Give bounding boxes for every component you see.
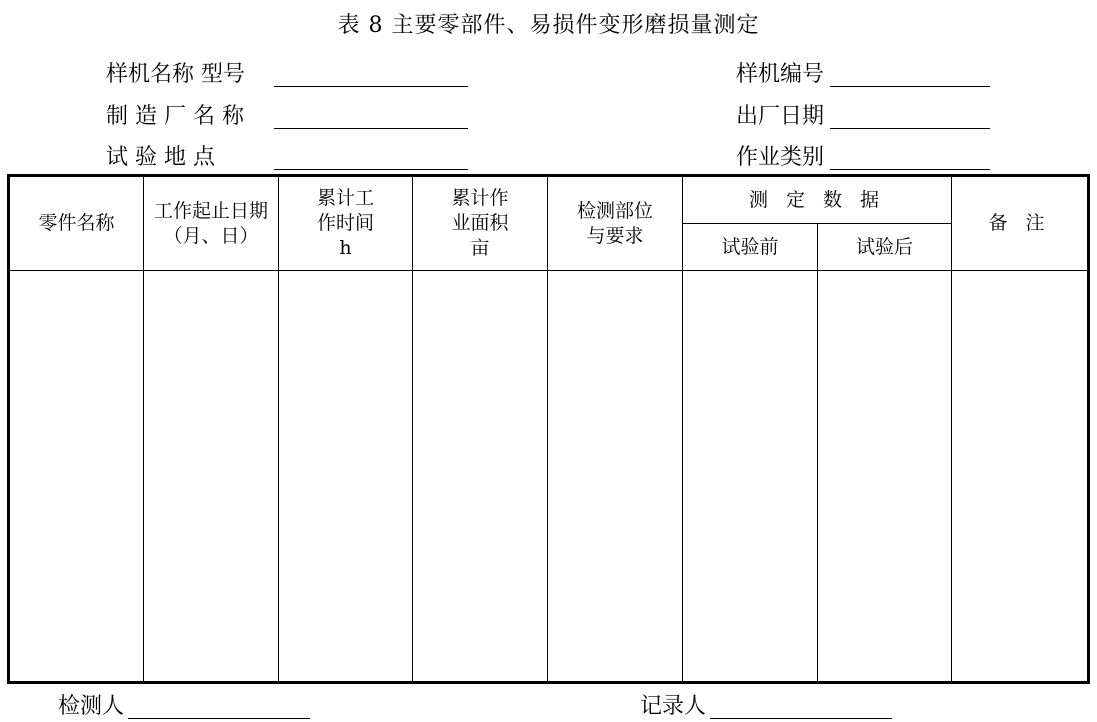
form-title: 表 8 主要零部件、易损件变形磨损量测定 [337, 13, 760, 38]
header-remark: 备 注 [952, 176, 1089, 271]
cell-remark[interactable] [952, 271, 1089, 683]
sample-name-model-blank[interactable] [274, 86, 468, 87]
cell-cumulative-area[interactable] [413, 271, 548, 683]
recorder-label: 记录人 [640, 694, 707, 719]
manufacturer-blank[interactable] [274, 128, 468, 129]
header-row-1 [9, 176, 1089, 224]
recorder-blank[interactable] [710, 718, 892, 719]
header-work-dates: 工作起止日期 （月、日） [144, 176, 279, 271]
operation-type-field [736, 143, 824, 173]
header-cumulative-time: 累计工 作时间 h [279, 176, 413, 271]
test-site-label: 试 验 地 点 [106, 145, 215, 170]
inspector-blank[interactable] [128, 718, 310, 719]
manufacturer-label: 制 造 厂 名 称 [106, 104, 244, 129]
sample-number-blank[interactable] [830, 86, 990, 87]
factory-date-blank[interactable] [830, 128, 990, 129]
header-measurement-data: 测 定 数 据 [683, 176, 952, 224]
operation-type-blank[interactable] [830, 169, 990, 170]
cell-inspection-location[interactable] [548, 271, 683, 683]
inspector-label: 检测人 [58, 694, 125, 719]
header-inspection-location: 检测部位 与要求 [548, 176, 683, 271]
header-after-test: 试验后 [818, 224, 952, 271]
test-site-field [106, 143, 215, 173]
operation-type-label: 作业类别 [736, 145, 825, 170]
measurement-table [7, 174, 1090, 684]
sample-number-label: 样机编号 [736, 62, 825, 87]
sample-number-field [736, 60, 824, 90]
factory-date-label: 出厂日期 [736, 104, 825, 129]
inspector-field [58, 692, 124, 722]
cell-part-name[interactable] [9, 271, 144, 683]
cell-before-test[interactable] [683, 271, 818, 683]
cell-work-dates[interactable] [144, 271, 279, 683]
factory-date-field [736, 102, 824, 132]
header-part-name: 零件名称 [9, 176, 144, 271]
header-before-test: 试验前 [683, 224, 818, 271]
test-site-blank[interactable] [274, 169, 468, 170]
cell-after-test[interactable] [818, 271, 952, 683]
recorder-field [640, 692, 706, 722]
header-cumulative-area: 累计作 业面积 亩 [413, 176, 548, 271]
cell-cumulative-time[interactable] [279, 271, 413, 683]
sample-name-model-field [106, 60, 245, 90]
sample-name-model-label: 样机名称 型号 [106, 62, 245, 87]
table-body-row [9, 271, 1089, 683]
manufacturer-field [106, 102, 244, 132]
